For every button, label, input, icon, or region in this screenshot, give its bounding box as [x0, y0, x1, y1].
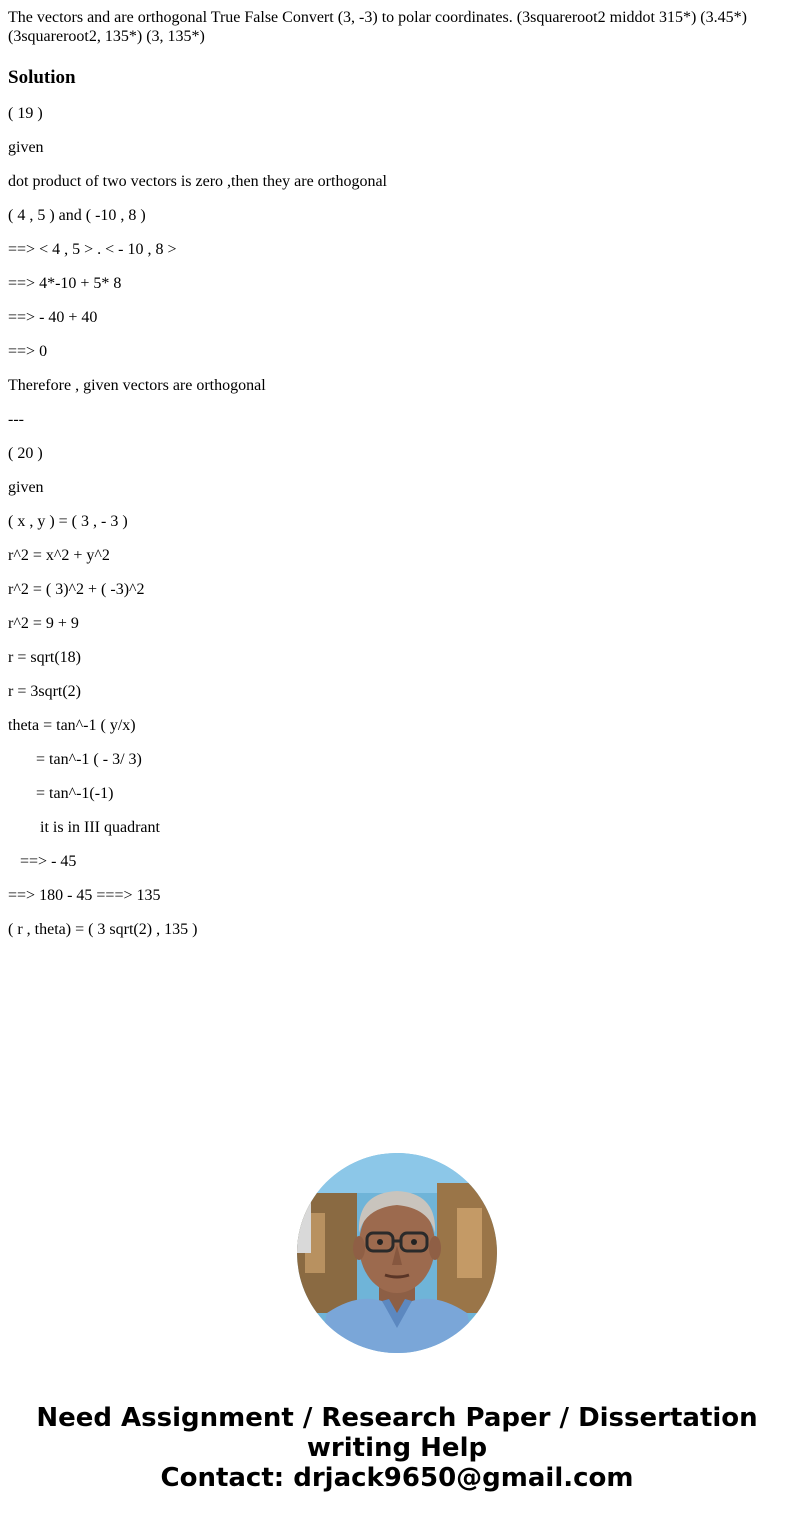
solution-line: Therefore , given vectors are orthogonal — [8, 377, 266, 394]
document-content — [8, 0, 786, 939]
promo-banner — [0, 1403, 794, 1493]
solution-line: ( 19 ) — [8, 105, 43, 122]
solution-line: r = sqrt(18) — [8, 649, 82, 666]
solution-line: r = 3sqrt(2) — [8, 683, 82, 700]
solution-line: ==> 0 — [8, 343, 48, 360]
solution-line: --- — [8, 411, 24, 428]
solution-line: ==> < 4 , 5 > . < - 10 , 8 > — [8, 241, 177, 258]
question-text: The vectors and are orthogonal True False Convert (3, -3) to polar coordinates. (3squareroot2 middot 315*) (3.45*) (3squareroot2, 135*) (3, 135*) — [8, 9, 747, 45]
promo-line-2: writing Help — [306, 1433, 488, 1463]
solution-line: ( 4 , 5 ) and ( -10 , 8 ) — [8, 207, 146, 224]
solution-line: ==> 180 - 45 ===> 135 — [8, 887, 161, 904]
author-avatar — [297, 1153, 497, 1353]
solution-line: ==> - 40 + 40 — [8, 309, 98, 326]
solution-line: r^2 = x^2 + y^2 — [8, 547, 110, 564]
solution-line: dot product of two vectors is zero ,then they are orthogonal — [8, 173, 387, 190]
solution-line: given — [8, 479, 44, 496]
solution-line: ==> 4*-10 + 5* 8 — [8, 275, 122, 292]
solution-line: ( r , theta) = ( 3 sqrt(2) , 135 ) — [8, 921, 198, 938]
solution-line: it is in III quadrant — [8, 819, 160, 836]
solution-line: = tan^-1 ( - 3/ 3) — [8, 751, 142, 768]
solution-line: ( 20 ) — [8, 445, 43, 462]
solution-heading: Solution — [8, 67, 76, 88]
solution-line: r^2 = ( 3)^2 + ( -3)^2 — [8, 581, 145, 598]
solution-line: given — [8, 139, 44, 156]
promo-contact: Contact: drjack9650@gmail.com — [160, 1463, 634, 1493]
solution-line: r^2 = 9 + 9 — [8, 615, 79, 632]
promo-line-1: Need Assignment / Research Paper / Dissertation — [36, 1403, 758, 1433]
solution-line: theta = tan^-1 ( y/x) — [8, 717, 136, 734]
solution-lines — [8, 105, 786, 939]
solution-line: = tan^-1(-1) — [8, 785, 114, 802]
solution-line: ( x , y ) = ( 3 , - 3 ) — [8, 513, 128, 530]
solution-line: ==> - 45 — [8, 853, 77, 870]
